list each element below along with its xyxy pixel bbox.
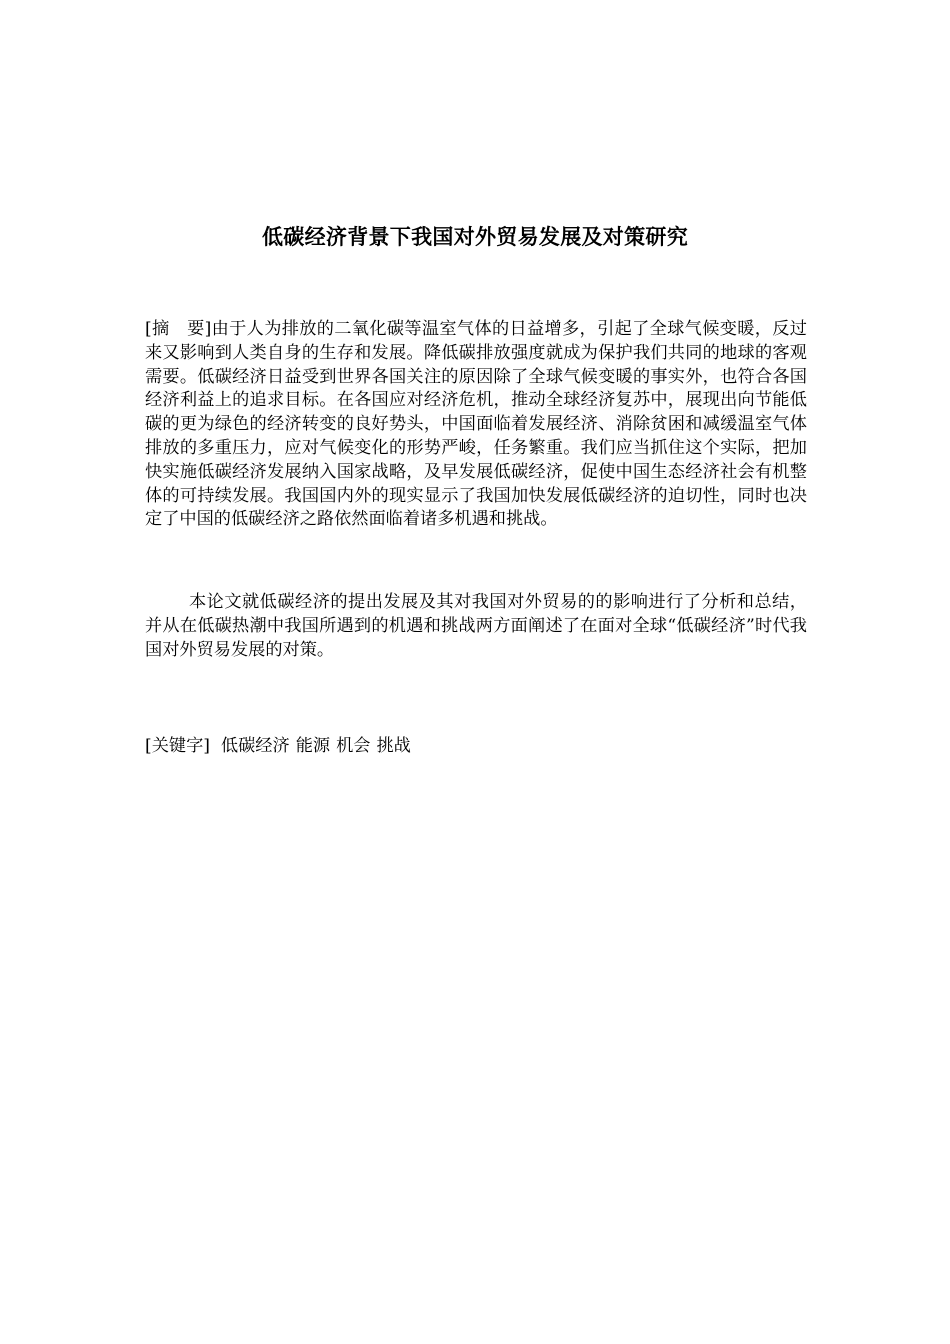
abstract-label: [摘 要]	[145, 319, 212, 339]
summary-paragraph: 本论文就低碳经济的提出发展及其对我国对外贸易的的影响进行了分析和总结，并从在低碳热潮中我国所遇到的机遇和挑战两方面阐述了在面对全球“低碳经济”时代我国对外贸易发展的对策。	[145, 592, 807, 660]
keyword-item: 机会	[336, 736, 371, 756]
abstract-text: 由于人为排放的二氧化碳等温室气体的日益增多，引起了全球气候变暖，反过来又影响到人类自身的生存和发展。降低碳排放强度就成为保护我们共同的地球的客观需要。低碳经济日益受到世界各国关注的原因除了全球气候变暖的事实外，也符合各国经济利益上的追求目标。在各国应对经济危机，推动全球经济复苏中，展现出向节能低碳的更为绿色的经济转变的良好势头，中国面临着发展经济、消除贫困和减缓温室气体排放的多重压力，应对气候变化的形势严峻，任务繁重。我们应当抓住这个实际，把加快实施低碳经济发展纳入国家战略，及早发展低碳经济，促使中国生态经济社会有机整体的可持续发展。我国国内外的现实显示了我国加快发展低碳经济的迫切性，同时也决定了中国的低碳经济之路依然面临着诸多机遇和挑战。	[145, 319, 807, 530]
abstract-paragraph	[145, 318, 807, 532]
keywords-line	[145, 734, 807, 758]
keyword-item: 挑战	[376, 736, 411, 756]
page-title: 低碳经济背景下我国对外贸易发展及对策研究	[262, 225, 688, 250]
keyword-item: 低碳经济	[220, 736, 290, 756]
keywords-label: [关键字]	[145, 736, 210, 756]
keyword-item: 能源	[295, 736, 331, 756]
